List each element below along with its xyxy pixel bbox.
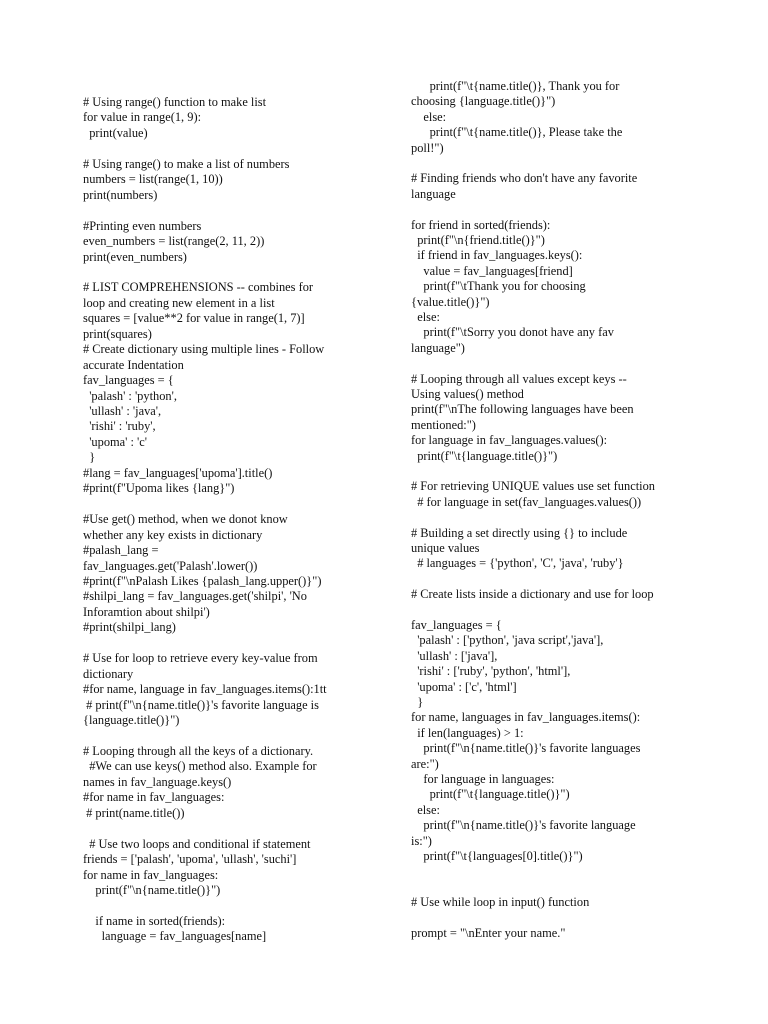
code-line: fav_languages.get('Palash'.lower()) [83, 558, 258, 573]
code-line: print(value) [83, 125, 148, 140]
code-line: print(numbers) [83, 187, 158, 202]
code-line: # Looping through all values except keys -- [411, 371, 627, 386]
code-line: # print(name.title()) [83, 805, 185, 820]
code-line: fav_languages = { [83, 373, 174, 388]
code-line: # Use two loops and conditional if statement [83, 836, 311, 851]
code-line: #print(f"Upoma likes {lang}") [83, 481, 235, 496]
code-line: #palash_lang = [83, 543, 159, 558]
code-line: 'palash' : 'python', [83, 388, 177, 403]
code-line: squares = [value**2 for value in range(1, 7)] [83, 311, 305, 326]
code-line: # Use for loop to retrieve every key-value from [83, 651, 318, 666]
code-line: print(f"\n{name.title()}") [83, 882, 221, 897]
code-line: 'rishi' : ['ruby', 'python', 'html'], [411, 664, 571, 679]
code-line: # Building a set directly using {} to include [411, 525, 628, 540]
code-line: choosing {language.title()}") [411, 94, 556, 109]
code-line: 'upoma' : 'c' [83, 434, 147, 449]
code-line: print(f"\tThank you for choosing [411, 279, 586, 294]
code-line: # Using range() function to make list [83, 95, 267, 109]
code-line: fav_languages = { [411, 618, 502, 632]
code-line: for name, languages in fav_languages.items(): [411, 710, 641, 725]
code-line: {value.title()}") [411, 294, 490, 309]
code-line: whether any key exists in dictionary [83, 527, 263, 542]
code-line: friends = ['palash', 'upoma', 'ullash', 'suchi'] [83, 852, 297, 867]
code-line: } [411, 695, 424, 709]
code-line: for name in fav_languages: [83, 867, 219, 882]
code-line: # Using range() to make a list of numbers [83, 156, 290, 171]
code-line: 'upoma' : ['c', 'html'] [411, 679, 517, 694]
code-line: # For retrieving UNIQUE values use set function [411, 479, 655, 494]
code-line: print(f"\tSorry you donot have any fav [411, 325, 614, 340]
code-line: #for name in fav_languages: [83, 790, 225, 805]
code-line: loop and creating new element in a list [83, 295, 275, 310]
code-line: accurate Indentation [83, 357, 184, 372]
code-line: } [83, 450, 96, 465]
code-line: for language in fav_languages.values(): [411, 433, 608, 448]
code-line: 'ullash' : ['java'], [411, 648, 498, 663]
code-line: else: [411, 802, 440, 817]
code-line: language") [411, 340, 465, 355]
code-line: 'palash' : ['python', 'java script','java'], [411, 633, 604, 648]
code-line: if name in sorted(friends): [83, 913, 226, 928]
code-line: #for name, language in fav_languages.items():1tt [83, 682, 327, 697]
code-line: is:") [411, 833, 432, 848]
code-line: mentioned:") [411, 417, 476, 432]
code-line: # for language in set(fav_languages.values()) [411, 494, 642, 509]
code-line: unique values [411, 541, 480, 555]
code-line: {language.title()}") [83, 713, 180, 727]
code-line: print(f"\t{languages[0].title()}") [411, 849, 583, 863]
code-line: # Looping through all the keys of a dictionary. [83, 743, 314, 758]
code-line: print(f"\n{name.title()}'s favorite language [411, 818, 636, 833]
code-line: for value in range(1, 9): [83, 110, 202, 125]
code-line: names in fav_language.keys() [83, 774, 232, 789]
code-line: print(even_numbers) [83, 249, 187, 264]
code-line: value = fav_languages[friend] [411, 263, 573, 278]
code-line: print(squares) [83, 326, 152, 341]
code-line: # Use while loop in input() function [411, 895, 590, 910]
code-line: else: [411, 109, 447, 124]
code-line: print(f"\nThe following languages have been [411, 402, 634, 417]
code-line: poll!") [411, 140, 444, 155]
code-line: # LIST COMPREHENSIONS -- combines for [83, 280, 314, 295]
code-line: #print(f"\nPalash Likes {palash_lang.upper()}") [83, 573, 322, 588]
code-line: else: [411, 310, 440, 324]
code-line: language [411, 186, 456, 201]
code-line: language = fav_languages[name] [83, 929, 267, 944]
code-line: # print(f"\n{name.title()}'s favorite language is [83, 697, 319, 712]
code-line: print(f"\t{name.title()}, Thank you for [411, 79, 620, 93]
code-line: #Printing even numbers [83, 218, 202, 233]
code-line: if len(languages) > 1: [411, 725, 524, 740]
code-line: #Use get() method, when we donot know [83, 512, 288, 527]
code-line: numbers = list(range(1, 10)) [83, 172, 223, 187]
code-line: 'rishi' : 'ruby', [83, 419, 156, 434]
code-line: dictionary [83, 666, 134, 681]
code-line: if friend in fav_languages.keys(): [411, 248, 583, 263]
code-line: # Create dictionary using multiple lines - Follow [83, 342, 325, 357]
code-line: #print(shilpi_lang) [83, 620, 176, 635]
code-line: #lang = fav_languages['upoma'].title() [83, 465, 273, 480]
code-line: # Finding friends who don't have any favorite [411, 171, 638, 186]
code-line: #shilpi_lang = fav_languages.get('shilpi', 'No [83, 589, 307, 604]
code-line: for language in languages: [411, 772, 555, 786]
code-line: prompt = "\nEnter your name." [411, 926, 566, 940]
code-line: print(f"\n{friend.title()}") [411, 233, 545, 247]
code-line: print(f"\t{name.title()}, Please take the [411, 125, 623, 140]
code-line: print(f"\n{name.title()}'s favorite languages [411, 741, 641, 756]
code-line: Using values() method [411, 387, 524, 401]
code-line: #We can use keys() method also. Example for [83, 759, 317, 774]
code-line: even_numbers = list(range(2, 11, 2)) [83, 234, 265, 249]
code-line: print(f"\t{language.title()}") [411, 787, 570, 802]
code-line: # Create lists inside a dictionary and use for loop [411, 587, 654, 602]
code-line: are:") [411, 756, 439, 771]
code-line: for friend in sorted(friends): [411, 217, 551, 232]
code-line: 'ullash' : 'java', [83, 404, 162, 418]
code-line: print(f"\t{language.title()}") [411, 448, 558, 463]
code-line: Inforamtion about shilpi') [83, 604, 210, 619]
code-line: # languages = {'python', 'C', 'java', 'ruby'} [411, 556, 624, 571]
